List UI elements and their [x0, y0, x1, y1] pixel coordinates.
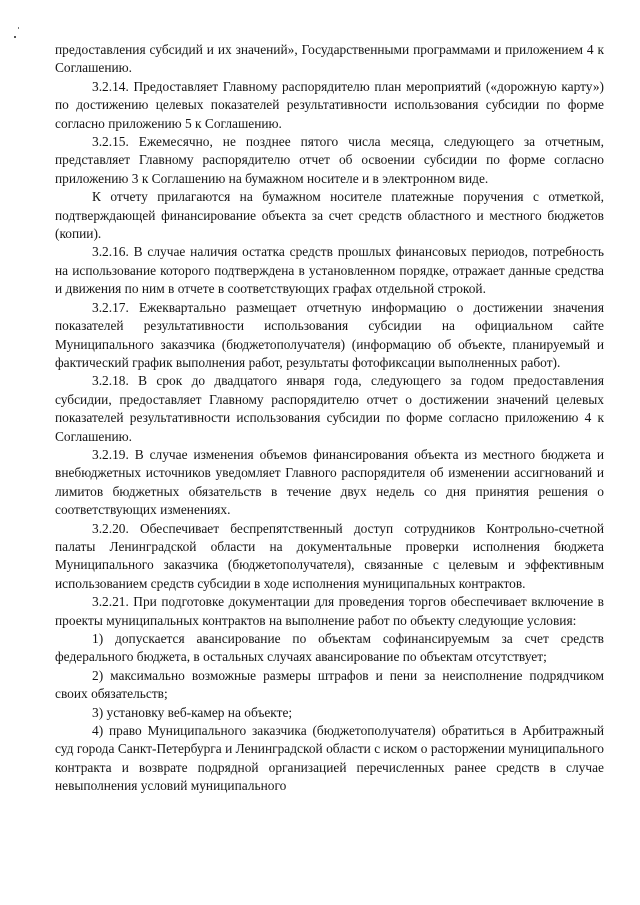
list-item-2: 2) максимально возможные размеры штрафов и пени за неисполнение подрядчиком своих обязательств;	[55, 667, 604, 702]
paragraph-3-2-15: 3.2.15. Ежемесячно, не позднее пятого числа месяца, следующего за отчетным, представляет Главному распорядителю отчет об освоении субсидии по форме согласно приложению 3 к Соглашению на бумажном носителе и в электронном виде.	[55, 134, 604, 186]
paragraph-3-2-17: 3.2.17. Ежеквартально размещает отчетную информацию о достижении значения показателей результативности использования субсидии на официальном сайте Муниципального заказчика (бюджетополучателя) (информацию об объекте, планируемый и фактический график выполнения работ, результаты фотофиксации выполненных работ).	[55, 299, 604, 370]
list-item-3: 3) установку веб-камер на объекте;	[92, 704, 293, 720]
paragraph-3-2-16: 3.2.16. В случае наличия остатка средств прошлых финансовых периодов, потребность на использование которого подтверждена в установленном порядке, отражает данные средства и движения по ним в отчете в соответствующих графах отдельной строкой.	[55, 244, 604, 297]
paragraph-3-2-14: 3.2.14. Предоставляет Главному распорядителю план мероприятий («дорожную карту») по достижению целевых показателей результативности использования субсидии по форме согласно приложению 5 к Соглашению.	[55, 78, 604, 131]
paragraph-3-2-18: 3.2.18. В срок до двадцатого января года, следующего за годом предоставления субсидии, предоставляет Главному распорядителю отчет о достижении значений целевых показателей результативности использования субсидии по форме согласно приложению 4 к Соглашению.	[55, 373, 604, 444]
paragraph-3-2-20: 3.2.20. Обеспечивает беспрепятственный доступ сотрудников Контрольно-счетной палаты Ленинградской области на документальные проверки исполнения бюджета Муниципального заказчика (бюджетополучателя), связанные с целевым и эффективным использованием средств субсидии в ходе исполнения муниципальных контрактов.	[55, 520, 604, 591]
document-body	[55, 41, 604, 796]
list-item-1: 1) допускается авансирование по объектам софинансируемым за счет средств федерального бюджета, в остальных случаях авансирование по объектам отсутствует;	[55, 631, 604, 665]
list-item-4: 4) право Муниципального заказчика (бюджетополучателя) обратиться в Арбитражный суд города Санкт-Петербурга и Ленинградской области с иском о расторжении муниципального контракта и возврате подрядной организацией перечисленных ранее средств в случае невыполнения условий муниципального	[55, 723, 604, 794]
paragraph-report-attachments: К отчету прилагаются на бумажном носителе платежные поручения с отметкой, подтверждающей финансирование объекта за счет средств областного и местного бюджетов (копии).	[55, 189, 604, 242]
paragraph-3-2-19: 3.2.19. В случае изменения объемов финансирования объекта из местного бюджета и внебюджетных источников уведомляет Главного распорядителя об изменении ассигнований и лимитов бюджетных обязательств в течение двух недель со дня принятия решения о соответствующих изменениях.	[55, 446, 604, 518]
scan-speck	[14, 36, 16, 38]
scan-speck	[18, 27, 19, 29]
paragraph-continuation: предоставления субсидий и их значений», Государственными программами и приложением 4 к Соглашению.	[55, 42, 604, 76]
paragraph-3-2-21: 3.2.21. При подготовке документации для проведения торгов обеспечивает включение в проекты муниципальных контрактов на выполнение работ по объекту следующие условия:	[55, 594, 604, 628]
